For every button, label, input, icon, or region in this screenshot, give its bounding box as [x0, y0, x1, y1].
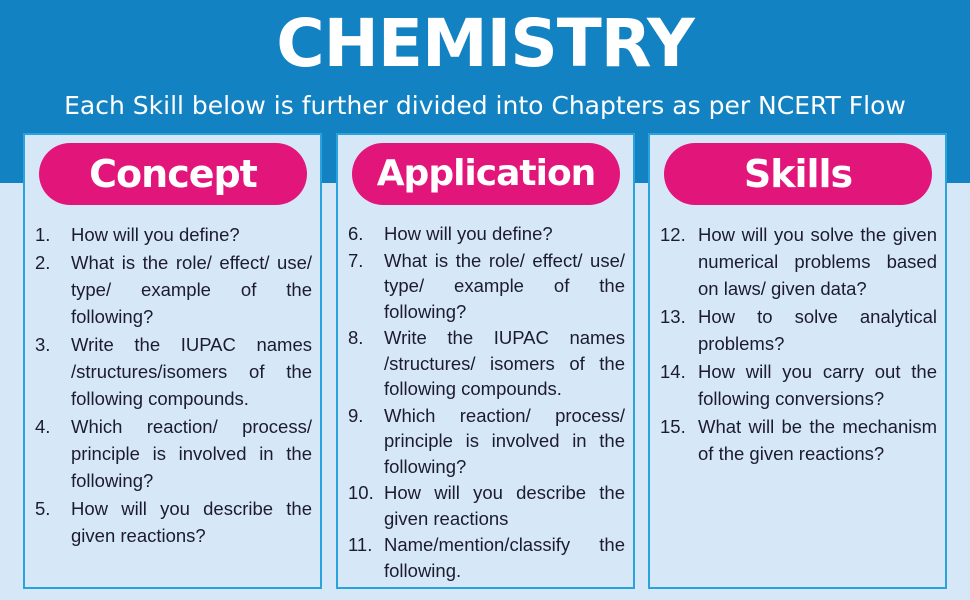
- list-item: [348, 532, 625, 583]
- skills-panel: [648, 133, 947, 589]
- skills-heading: Skills: [664, 143, 932, 205]
- list-item: [348, 325, 625, 402]
- application-list: [348, 221, 625, 584]
- item-text: What is the role/ effect/ use/ type/ example of the following?: [71, 252, 312, 327]
- concept-heading: Concept: [39, 143, 307, 205]
- item-text: How will you describe the given reactions?: [71, 498, 312, 546]
- item-number: 9.: [348, 404, 364, 426]
- item-text: How will you carry out the following conversions?: [698, 361, 937, 409]
- list-item: [660, 303, 937, 357]
- item-number: 8.: [348, 327, 364, 348]
- item-number: 7.: [348, 249, 364, 271]
- list-item: [35, 221, 312, 248]
- item-number: 2.: [35, 252, 51, 273]
- page-title: CHEMISTRY: [276, 5, 694, 82]
- list-item: [660, 221, 937, 302]
- item-number: 15.: [660, 416, 686, 437]
- item-text: Which reaction/ process/ principle is involved in the following?: [384, 404, 625, 477]
- item-text: How will you solve the given numerical problems based on laws/ given data?: [698, 224, 937, 299]
- item-number: 4.: [35, 416, 51, 437]
- item-number: 1.: [35, 224, 51, 245]
- concept-panel: [23, 133, 322, 589]
- item-text: How to solve analytical problems?: [698, 306, 937, 354]
- skills-list: [660, 221, 937, 468]
- item-number: 6.: [348, 223, 364, 244]
- item-number: 13.: [660, 306, 686, 327]
- item-number: 10.: [348, 482, 374, 503]
- list-item: [348, 221, 625, 247]
- item-number: 3.: [35, 334, 51, 355]
- item-number: 14.: [660, 361, 686, 382]
- item-number: 11.: [348, 534, 373, 555]
- list-item: [35, 249, 312, 330]
- list-item: [35, 495, 312, 549]
- item-text: Which reaction/ process/ principle is involved in the following?: [71, 416, 312, 491]
- list-item: [660, 413, 937, 467]
- list-item: [35, 331, 312, 412]
- item-number: 5.: [35, 498, 51, 519]
- item-text: What is the role/ effect/ use/ type/ example of the following?: [384, 249, 625, 322]
- list-item: [35, 413, 312, 494]
- item-number: 12.: [660, 224, 686, 245]
- list-item: [348, 248, 625, 325]
- list-item: [660, 358, 937, 412]
- item-text: Name/mention/classify the following.: [384, 534, 625, 581]
- item-text: What will be the mechanism of the given reactions?: [698, 416, 937, 464]
- application-heading: Application: [352, 143, 620, 205]
- page-subtitle: Each Skill below is further divided into Chapters as per NCERT Flow: [64, 91, 906, 120]
- list-item: [348, 480, 625, 531]
- item-text: Write the IUPAC names /structures/isomers of the following compounds.: [71, 334, 312, 409]
- concept-list: [35, 221, 312, 550]
- application-panel: [336, 133, 635, 589]
- item-text: How will you define?: [71, 224, 240, 245]
- item-text: How will you describe the given reactions: [384, 482, 625, 529]
- item-text: Write the IUPAC names /structures/ isomers of the following compounds.: [384, 327, 625, 399]
- item-text: How will you define?: [384, 223, 553, 244]
- list-item: [348, 403, 625, 480]
